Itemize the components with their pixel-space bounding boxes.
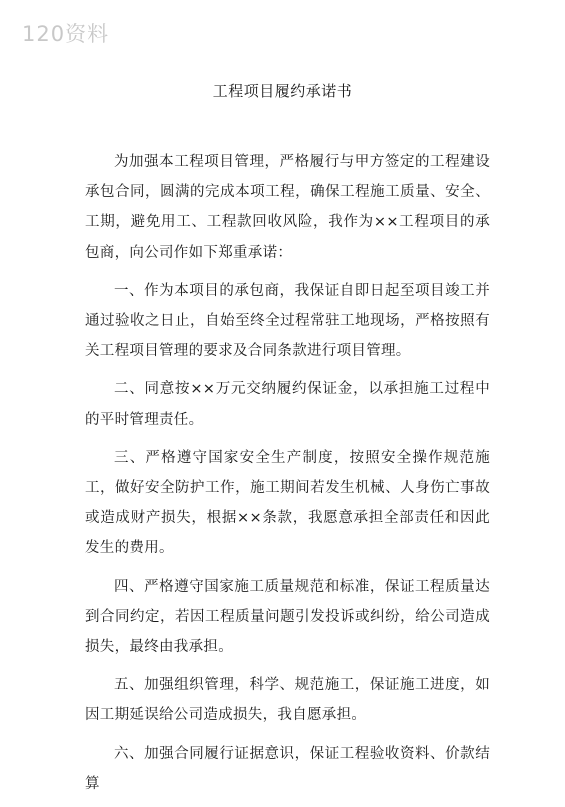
paragraph-intro: 为加强本工程项目管理，严格履行与甲方签定的工程建设承包合同，圆满的完成本项工程，确保工程施工质量、安全、工期，避免用工、工程款回收风险，我作为××工程项目的承包商，向公司作如下郑重承诺： — [85, 154, 490, 261]
document-body — [85, 147, 490, 807]
paragraph-clause-1: 一、作为本项目的承包商，我保证自即日起至项目竣工并通过验收之日止，自始至终全过程常驻工地现场，严格按照有关工程项目管理的要求及合同条款进行项目管理。 — [85, 282, 490, 360]
document-title: 工程项目履约承诺书 — [212, 82, 353, 100]
paragraph-clause-5: 五、加强组织管理，科学、规范施工，保证施工进度，如因工期延误给公司造成损失，我自愿承担。 — [85, 677, 490, 724]
watermark-logo: 120资料 — [22, 22, 110, 46]
paragraph-clause-4: 四、严格遵守国家施工质量规范和标准，保证工程质量达到合同约定，若因工程质量问题引发投诉或纠纷，给公司造成损失，最终由我承担。 — [85, 578, 490, 656]
paragraph-clause-6: 六、加强合同履行证据意识，保证工程验收资料、价款结算 — [85, 745, 490, 792]
paragraph-clause-3: 三、严格遵守国家安全生产制度，按照安全操作规范施工，做好安全防护工作，施工期间若发生机械、人身伤亡事故或造成财产损失，根据××条款，我愿意承担全部责任和因此发生的费用。 — [85, 449, 490, 557]
paragraph-clause-2: 二、同意按××万元交纳履约保证金，以承担施工过程中的平时管理责任。 — [85, 381, 490, 428]
